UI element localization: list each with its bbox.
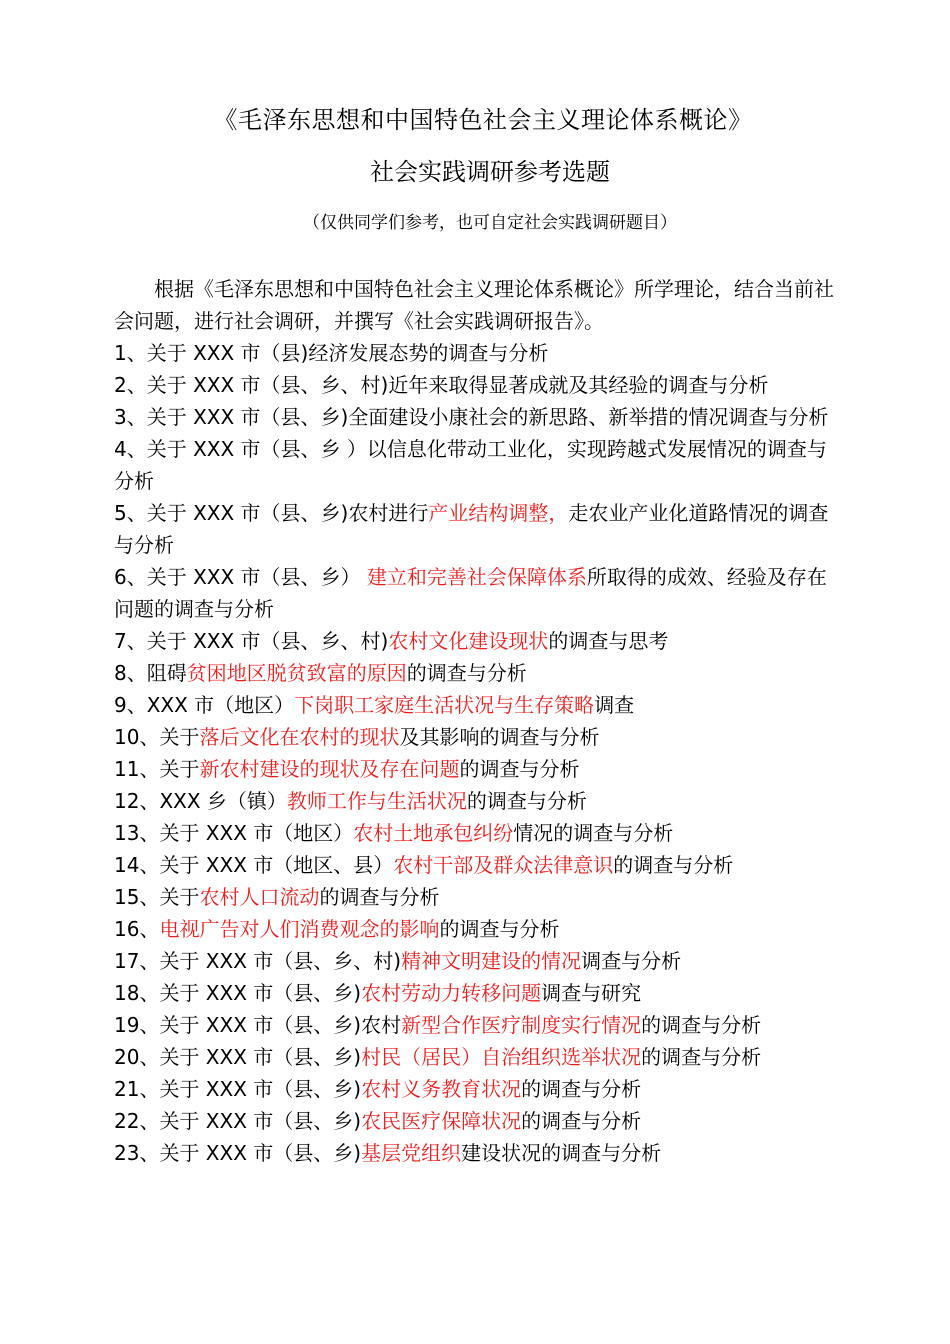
topic-text-end: 的调查与分析 [641, 1045, 762, 1069]
topic-text: 15、关于 [114, 885, 200, 909]
topic-text-end: 的调查与分析 [641, 1013, 762, 1037]
topic-item-15 [114, 881, 844, 913]
topic-highlight: 教师工作与生活状况 [286, 789, 467, 813]
topic-text-end: 调查与分析 [581, 949, 682, 973]
topic-item-19 [114, 1009, 844, 1041]
topic-item-20 [114, 1041, 844, 1073]
topic-highlight: 农村义务教育状况 [361, 1077, 522, 1101]
topic-text: 17、关于 XXX 市（县、乡、村) [114, 949, 402, 973]
topic-text: 23、关于 XXX 市（县、乡) [114, 1141, 362, 1165]
topic-highlight: 村民（居民）自治组织选举状况 [361, 1045, 642, 1069]
topic-item-6 [114, 561, 844, 625]
topic-text: 22、关于 XXX 市（县、乡) [114, 1109, 362, 1133]
topic-text-end: 的调查与分析 [521, 1077, 642, 1101]
document-subtitle: 社会实践调研参考选题 [370, 158, 610, 186]
topic-item-12 [114, 785, 844, 817]
topic-text-end: 的调查与分析 [466, 789, 587, 813]
topic-highlight: 新农村建设的现状及存在问题 [199, 757, 460, 781]
topic-highlight: 农村劳动力转移问题 [361, 981, 542, 1005]
topic-text: 13、关于 XXX 市（地区） [114, 821, 354, 845]
topic-text-end: 走农业产业化道路情况的调查与分析 [114, 501, 829, 557]
topic-highlight: 建立和完善社会保障体系 [366, 565, 587, 589]
topic-item-9 [114, 689, 844, 721]
topic-text: 14、关于 XXX 市（地区、县） [114, 853, 394, 877]
topic-highlight: 下岗职工家庭生活状况与生存策略 [294, 693, 595, 717]
topic-item-18 [114, 977, 844, 1009]
topic-item-3 [114, 401, 844, 433]
topic-text-end: 的调查与思考 [548, 629, 669, 653]
topic-text-end: 的调查与分析 [406, 661, 527, 685]
topic-highlight: 精神文明建设的情况 [401, 949, 582, 973]
topic-item-4 [114, 433, 844, 497]
topic-item-11 [114, 753, 844, 785]
topic-item-13 [114, 817, 844, 849]
topic-text: 21、关于 XXX 市（县、乡) [114, 1077, 362, 1101]
topic-item-16 [114, 913, 844, 945]
document-body [114, 273, 844, 1169]
topic-item-2 [114, 369, 844, 401]
document-title: 《毛泽东思想和中国特色社会主义理论体系概论》 [213, 106, 753, 134]
topic-text-end: 调查与研究 [541, 981, 642, 1005]
topic-text: 10、关于 [114, 725, 200, 749]
topic-text-end: 的调查与分析 [319, 885, 440, 909]
topic-highlight: 农村干部及群众法律意识 [393, 853, 614, 877]
topic-text: 2、关于 XXX 市（县、乡、村)近年来取得显著成就及其经验的调查与分析 [114, 373, 769, 397]
topic-item-22 [114, 1105, 844, 1137]
topic-text-end: 情况的调查与分析 [513, 821, 674, 845]
topic-item-21 [114, 1073, 844, 1105]
topic-highlight: 农村文化建设现状 [388, 629, 549, 653]
topic-item-8 [114, 657, 844, 689]
topic-text: 19、关于 XXX 市（县、乡)农村 [114, 1013, 402, 1037]
topic-text: 6、关于 XXX 市（县、乡） [114, 565, 367, 589]
topic-highlight: 基层党组织 [361, 1141, 462, 1165]
topic-item-1 [114, 337, 844, 369]
topic-text: 9、XXX 市（地区） [114, 693, 295, 717]
topic-highlight: 落后文化在农村的现状 [199, 725, 400, 749]
intro-paragraph: 根据《毛泽东思想和中国特色社会主义理论体系概论》所学理论，结合当前社会问题，进行社会调研，并撰写《社会实践调研报告》。 [114, 277, 834, 333]
topic-text-end: 的调查与分析 [459, 757, 580, 781]
topic-highlight: 产业结构调整， [428, 501, 569, 525]
topic-item-5 [114, 497, 844, 561]
topic-text: 16、 [114, 917, 160, 941]
topic-item-23 [114, 1137, 844, 1169]
topic-item-14 [114, 849, 844, 881]
topic-text: 12、XXX 乡（镇） [114, 789, 287, 813]
topic-text: 20、关于 XXX 市（县、乡) [114, 1045, 362, 1069]
topic-text-end: 的调查与分析 [521, 1109, 642, 1133]
topic-text: 8、阻碍 [114, 661, 187, 685]
topic-highlight: 农村人口流动 [199, 885, 320, 909]
topic-text-end: 调查 [594, 693, 635, 717]
topic-text-end: 及其影响的调查与分析 [399, 725, 600, 749]
topic-text: 3、关于 XXX 市（县、乡)全面建设小康社会的新思路、新举措的情况调查与分析 [114, 405, 829, 429]
topic-item-17 [114, 945, 844, 977]
topic-text: 4、关于 XXX 市（县、乡 ）以信息化带动工业化，实现跨越式发展情况的调查与分析 [114, 437, 827, 493]
topic-highlight: 新型合作医疗制度实行情况 [401, 1013, 642, 1037]
topic-highlight: 贫困地区脱贫致富的原因 [186, 661, 407, 685]
topic-highlight: 农村土地承包纠纷 [353, 821, 514, 845]
document-note: （仅供同学们参考，也可自定社会实践调研题目） [303, 213, 677, 233]
topic-text: 7、关于 XXX 市（县、乡、村) [114, 629, 389, 653]
topic-text: 1、关于 XXX 市（县)经济发展态势的调查与分析 [114, 341, 549, 365]
topic-item-7 [114, 625, 844, 657]
topic-text-end: 建设状况的调查与分析 [461, 1141, 662, 1165]
topic-text-end: 所取得的成效、经验及存在问题的调查与分析 [114, 565, 827, 621]
topic-highlight: 农民医疗保障状况 [361, 1109, 522, 1133]
topic-text-end: 的调查与分析 [613, 853, 734, 877]
topic-text: 5、关于 XXX 市（县、乡)农村进行 [114, 501, 429, 525]
topic-item-10 [114, 721, 844, 753]
topic-text: 18、关于 XXX 市（县、乡) [114, 981, 362, 1005]
topic-text: 11、关于 [114, 757, 200, 781]
topic-text-end: 的调查与分析 [439, 917, 560, 941]
topic-highlight: 电视广告对人们消费观念的影响 [159, 917, 440, 941]
